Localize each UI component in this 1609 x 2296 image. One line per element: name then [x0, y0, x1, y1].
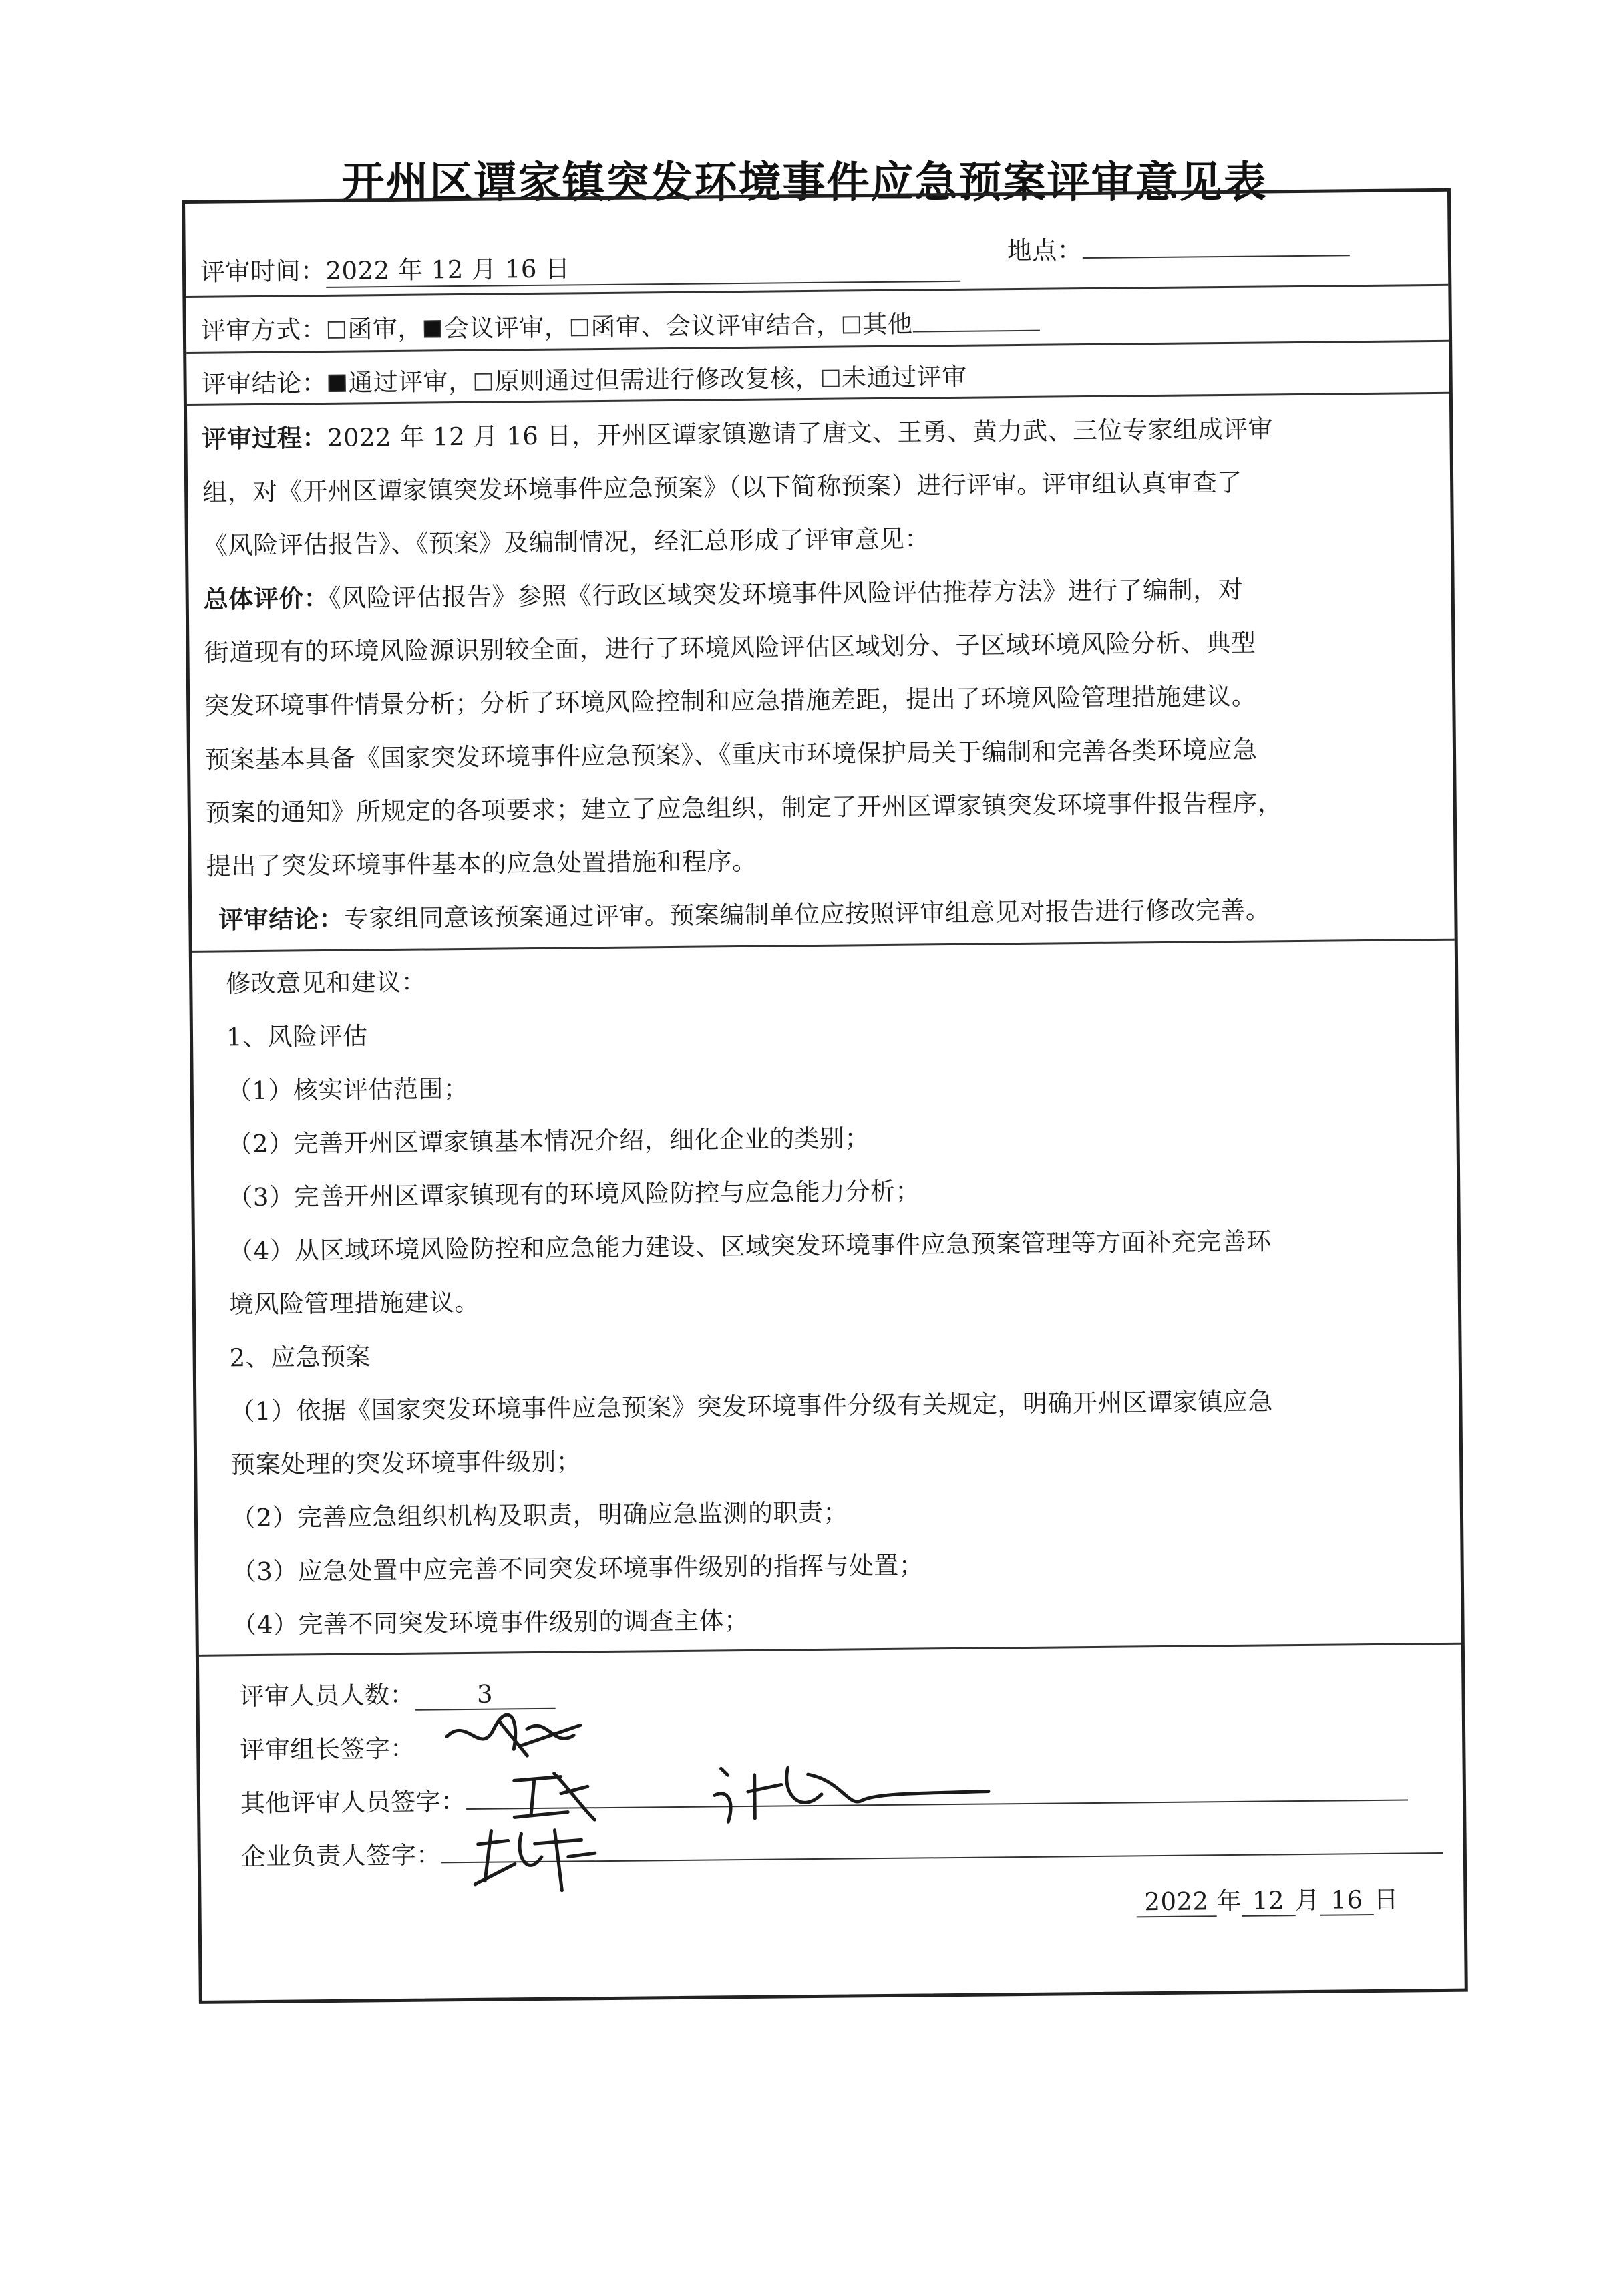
divider — [192, 939, 1455, 953]
reviewer-count-value: 3 — [415, 1679, 555, 1711]
document-title: 开州区谭家镇突发环境事件应急预案评审意见表 — [341, 158, 1268, 208]
process-text: 2022 年 12 月 16 日，开州区谭家镇邀请了唐文、王勇、黄力武、三位专家组成评审 — [327, 414, 1274, 452]
suggestion-line: （3）应急处置中应完善不同突发环境事件级别的指挥与处置； — [231, 1550, 924, 1587]
option-other: 其他 — [862, 309, 913, 339]
overall-line-1 — [203, 569, 1243, 615]
date-month-unit: 月 — [1294, 1885, 1320, 1915]
place-row — [1007, 227, 1349, 267]
date-day: 16 — [1320, 1885, 1373, 1916]
conclusion-label: 评审结论： — [201, 368, 327, 399]
review-conclusion-label: 评审结论： — [218, 903, 345, 935]
checkbox-other[interactable] — [842, 316, 860, 333]
suggestion-line: （2）完善开州区谭家镇基本情况介绍，细化企业的类别； — [227, 1124, 870, 1159]
suggestion-line: 2、应急预案 — [229, 1342, 371, 1373]
conclusion-row — [201, 357, 966, 400]
option-pass: 通过评审， — [347, 367, 474, 397]
date-day-unit: 日 — [1373, 1884, 1399, 1914]
option-letter-review: 函审， — [347, 314, 423, 344]
date-year-unit: 年 — [1216, 1886, 1242, 1916]
overall-line-4: 预案基本具备《国家突发环境事件应急预案》、《重庆市环境保护局关于编制和完善各类环境应急 — [204, 735, 1258, 774]
review-time-label: 评审时间： — [200, 256, 326, 287]
sign-date — [1136, 1879, 1399, 1918]
suggestion-line: 境风险管理措施建议。 — [228, 1287, 480, 1319]
overall-text: 《风险评估报告》参照《行政区域突发环境事件风险评估推荐方法》进行了编制，对 — [329, 575, 1244, 613]
review-conclusion — [218, 889, 1270, 935]
overall-line-5: 预案的通知》所规定的各项要求；建立了应急组织，制定了开州区谭家镇突发环境事件报告程序， — [205, 788, 1283, 828]
leader-signature-label: 评审组长签字： — [240, 1734, 415, 1765]
leader-signature-row — [240, 1728, 415, 1766]
suggestion-line: （3）完善开州区谭家镇现有的环境风险防控与应急能力分析； — [228, 1176, 921, 1212]
place-value — [1082, 229, 1349, 259]
checkbox-meeting-review[interactable] — [424, 320, 441, 337]
suggestion-line: 预案处理的突发环境事件级别； — [230, 1447, 582, 1480]
suggestion-line: （4）从区域环境风险防控和应急能力建设、区域突发环境事件应急预案管理等方面补充完善环 — [228, 1226, 1272, 1266]
review-time-row — [200, 244, 960, 289]
reviewer-count-row — [239, 1673, 555, 1713]
reviewer-signature-image-2 — [707, 1752, 1002, 1831]
date-year: 2022 — [1136, 1887, 1216, 1917]
suggestion-line: 1、风险评估 — [226, 1021, 368, 1052]
option-meeting-review: 会议评审， — [443, 313, 570, 343]
review-method-row — [201, 303, 1040, 347]
company-signature-row — [241, 1825, 1443, 1872]
overall-label: 总体评价： — [203, 583, 329, 614]
suggestion-line: （1）依据《国家突发环境事件应急预案》突发环境事件分级有关规定，明确开州区谭家镇应急 — [230, 1387, 1274, 1426]
option-conditional-pass: 原则通过但需进行修改复核， — [494, 363, 821, 396]
date-month: 12 — [1242, 1886, 1295, 1917]
option-combined-review: 函审、会议评审结合， — [590, 310, 842, 342]
other-blank — [912, 306, 1039, 333]
suggestion-line: （2）完善应急组织机构及职责，明确应急监测的职责； — [230, 1498, 849, 1533]
overall-line-3: 突发环境事件情景分析；分析了环境风险控制和应急措施差距，提出了环境风险管理措施建议。 — [204, 681, 1257, 721]
suggestions-heading: 修改意见和建议： — [226, 967, 427, 999]
company-signature-label: 企业负责人签字： — [240, 1840, 442, 1872]
review-form-table — [182, 188, 1468, 2004]
checkbox-fail[interactable] — [822, 370, 839, 387]
review-conclusion-text: 专家组同意该预案通过评审。预案编制单位应按照评审组意见对报告进行修改完善。 — [343, 895, 1271, 933]
option-fail: 未通过评审 — [841, 362, 967, 393]
overall-line-6: 提出了突发环境事件基本的应急处置措施和程序。 — [206, 846, 757, 881]
checkbox-pass[interactable] — [328, 375, 345, 392]
process-line-1 — [202, 408, 1273, 454]
process-label: 评审过程： — [202, 422, 328, 454]
review-method-label: 评审方式： — [200, 315, 327, 345]
place-label: 地点： — [1007, 236, 1083, 266]
checkbox-combined-review[interactable] — [570, 319, 588, 336]
suggestion-line: （4）完善不同突发环境事件级别的调查主体； — [232, 1605, 749, 1640]
process-line-2: 组，对《开州区谭家镇突发环境事件应急预案》（以下简称预案）进行评审。评审组认真审查了 — [202, 468, 1242, 507]
other-signature-label: 其他评审人员签字： — [240, 1787, 466, 1818]
company-signature-image — [468, 1816, 602, 1901]
process-line-3: 《风险评估报告》、《预案》及编制情况，经汇总形成了评审意见： — [202, 524, 930, 560]
reviewer-count-label: 评审人员人数： — [239, 1680, 415, 1711]
suggestion-line: （1）核实评估范围； — [226, 1074, 469, 1106]
checkbox-conditional-pass[interactable] — [475, 373, 492, 391]
checkbox-letter-review[interactable] — [327, 321, 345, 339]
divider — [199, 1643, 1461, 1657]
overall-line-2: 街道现有的环境风险源识别较全面，进行了环境风险评估区域划分、子区域环境风险分析、典型 — [204, 628, 1256, 667]
review-time-value: 2022 年 12 月 16 日 — [325, 244, 960, 288]
